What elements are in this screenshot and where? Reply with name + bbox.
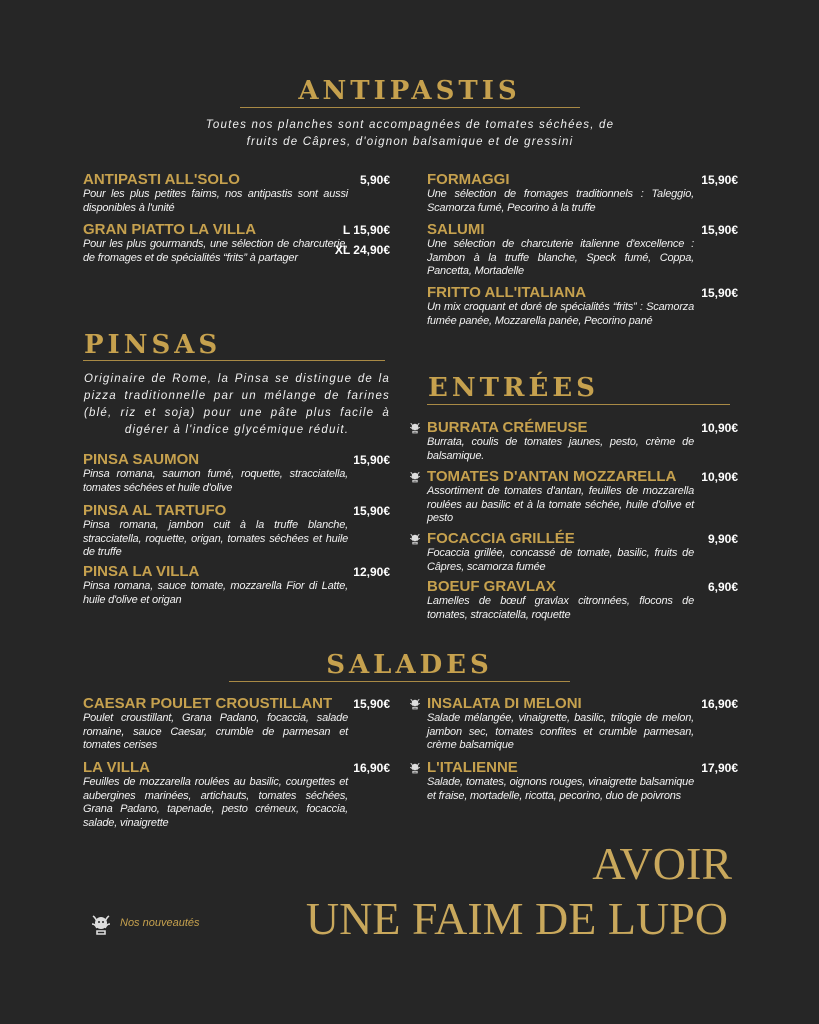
menu-item (427, 579, 738, 622)
item-description: Pinsa romana, saumon fumé, roquette, stracciatella, tomates séchées et huile d'olive (83, 468, 348, 494)
item-name: FOCACCIA GRILLÉE (427, 530, 575, 547)
item-price: 12,90€ (353, 565, 390, 579)
item-price: 15,90€ (353, 504, 390, 518)
pinsas-intro: Originaire de Rome, la Pinsa se distingue de la pizza traditionnelle par un mélange de farines (blé, riz et soja) pour une pâte plus facile à digérer à l'indice glycémique réduit. (84, 373, 390, 436)
entrees-divider (427, 404, 730, 405)
item-name: FORMAGGI (427, 171, 510, 188)
item-name: PINSA SAUMON (83, 451, 200, 468)
item-description: Pinsa romana, sauce tomate, mozzarella Fior di Latte, huile d'olive et origan (83, 580, 348, 606)
item-name: ANTIPASTI ALL'SOLO (83, 171, 240, 188)
entrees-title: ENTRÉES (428, 373, 599, 403)
legend (88, 910, 200, 936)
item-name: PINSA AL TARTUFO (83, 502, 227, 519)
menu-item (83, 222, 390, 265)
item-description: Burrata, coulis de tomates jaunes, pesto, crème de balsamique. (427, 436, 694, 462)
item-name: PINSA LA VILLA (83, 563, 200, 580)
item-name: FRITTO ALL'ITALIANA (427, 284, 587, 301)
menu-item (427, 172, 738, 215)
item-description: Pinsa romana, jambon cuit à la truffe blanche, stracciatella, roquette, origan, tomates séchées et huile de truffe (83, 519, 348, 558)
tagline-line1: AVOIR (592, 838, 732, 889)
menu-item (427, 420, 738, 463)
item-name: INSALATA DI MELONI (427, 695, 582, 712)
antipastis-divider (240, 107, 580, 108)
item-price: 15,90€ (353, 697, 390, 711)
item-description: Feuilles de mozzarella roulées au basilic, courgettes et aubergines marinées, artichauts, tomates séchées, Grana Padano, tapenade, pesto crémeux, focaccia, salade, vinaigrette (83, 776, 348, 829)
item-description: Salade, tomates, oignons rouges, vinaigrette balsamique et fraise, mortadelle, ricotta, pecorino, duo de poivrons (427, 776, 694, 802)
item-description: Pour les plus petites faims, nos antipastis sont aussi disponibles à l'unité (83, 188, 348, 214)
item-price: 9,90€ (707, 532, 738, 546)
lupo-icon (408, 696, 422, 710)
item-description: Un mix croquant et doré de spécialités “frits” : Scamorza fumée panée, Mozzarella panée, Pecorino pané (427, 301, 694, 327)
item-name: BURRATA CRÉMEUSE (427, 419, 588, 436)
item-price: 10,90€ (701, 421, 738, 435)
tagline-line2: UNE FAIM DE LUPO (305, 893, 728, 944)
menu-item (83, 503, 390, 560)
item-price: 17,90€ (701, 761, 738, 775)
menu-item (83, 452, 390, 495)
salades-title: SALADES (326, 650, 493, 680)
item-name: BOEUF GRAVLAX (427, 578, 556, 595)
item-description: Lamelles de bœuf gravlax citronnées, flocons de tomates, stracciatella, roquette (427, 595, 694, 621)
item-description: Assortiment de tomates d'antan, feuilles de mozzarella roulées au basilic et à la tomate séchée, huile d'olive et pesto (427, 485, 694, 524)
lupo-icon (408, 469, 422, 483)
item-price: 15,90€ (701, 173, 738, 187)
item-description: Salade mélangée, vinaigrette, basilic, trilogie de melon, jambon sec, tomates confites et crumble parmesan, crème balsamique (427, 712, 694, 751)
item-name: CAESAR POULET CROUSTILLANT (83, 695, 333, 712)
item-price: 6,90€ (707, 580, 738, 594)
item-description: Pour les plus gourmands, une sélection de charcuterie, de fromages et de spécialités “frits” à partager (83, 238, 348, 264)
item-name: L'ITALIENNE (427, 759, 518, 776)
item-description: Une sélection de fromages traditionnels : Taleggio, Scamorza fumé, Pecorino à la truffe (427, 188, 694, 214)
pinsas-title: PINSAS (84, 330, 222, 360)
menu-item (427, 469, 738, 526)
menu-item (83, 172, 390, 215)
item-price: 15,90€ (701, 223, 738, 237)
item-name: SALUMI (427, 221, 485, 238)
item-price: 16,90€ (353, 761, 390, 775)
menu-item (427, 285, 738, 328)
item-price: 15,90€ (353, 453, 390, 467)
item-name: LA VILLA (83, 759, 150, 776)
legend-label: Nos nouveautés (120, 917, 200, 929)
menu-item (427, 531, 738, 574)
lupo-icon (88, 910, 114, 936)
menu-item (83, 696, 390, 753)
item-price: L 15,90€ (342, 223, 390, 237)
item-price: 15,90€ (701, 286, 738, 300)
item-description: Focaccia grillée, concassé de tomate, basilic, fruits de Câpres, scamorza fumée (427, 547, 694, 573)
salades-divider (229, 681, 570, 682)
item-name: GRAN PIATTO LA VILLA (83, 221, 257, 238)
antipastis-intro: Toutes nos planches sont accompagnées de tomates séchées, de fruits de Câpres, d'oignon balsamique et de gressini (205, 119, 615, 148)
menu-item (83, 564, 390, 607)
item-description: Une sélection de charcuterie italienne d'excellence : Jambon à la truffe blanche, Speck fumé, Coppa, Pancetta, Mortadelle (427, 238, 694, 277)
item-price: 16,90€ (701, 697, 738, 711)
menu-item (427, 222, 738, 279)
item-description: Poulet croustillant, Grana Padano, focaccia, salade romaine, sauce Caesar, crumble de parmesan et tomates cerises (83, 712, 348, 751)
item-price-xl: XL 24,90€ (334, 243, 390, 257)
item-price: 5,90€ (359, 173, 390, 187)
menu-item (83, 760, 390, 830)
menu-item (427, 696, 738, 753)
lupo-icon (408, 531, 422, 545)
menu-item (427, 760, 738, 803)
lupo-icon (408, 420, 422, 434)
item-name: TOMATES D'ANTAN MOZZARELLA (427, 468, 677, 485)
lupo-icon (408, 760, 422, 774)
antipastis-title: ANTIPASTIS (298, 76, 521, 106)
pinsas-divider (83, 360, 385, 361)
item-price: 10,90€ (701, 470, 738, 484)
